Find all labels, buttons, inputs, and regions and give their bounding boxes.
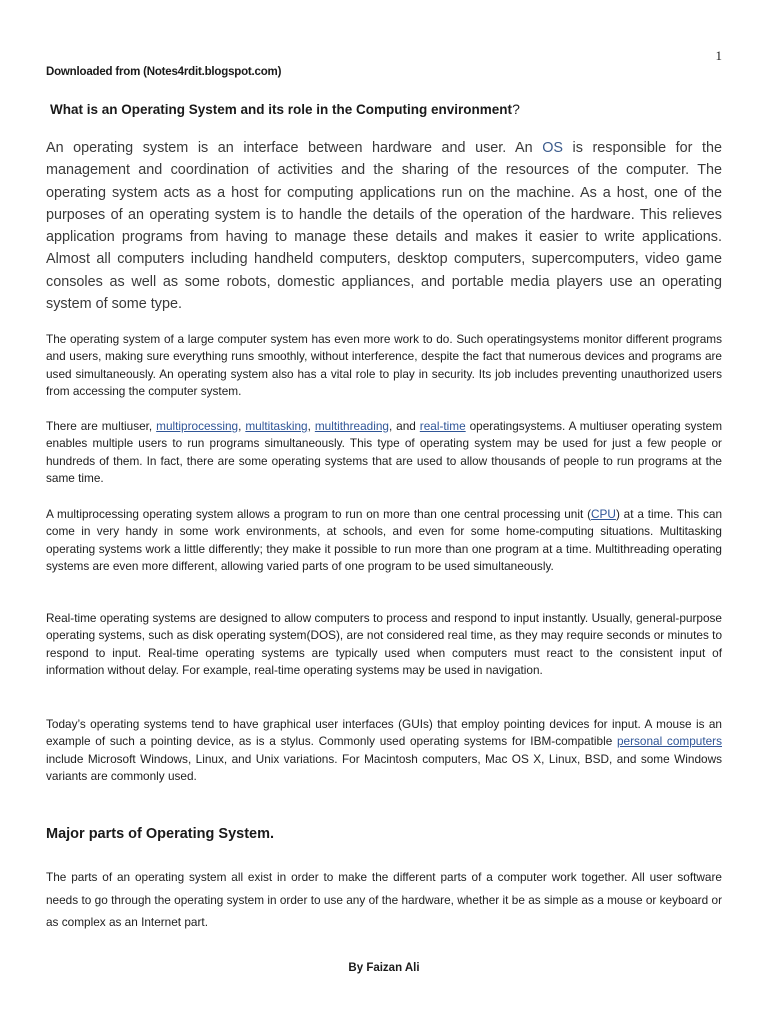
gui-text-2: include Microsoft Windows, Linux, and Unix variations. For Macintosh computers, Mac OS X, Linux, BSD, and some Windows variants are commonly used. (46, 751, 722, 784)
link-personal-computers[interactable]: personal computers (616, 734, 722, 749)
page-number: 1 (715, 48, 722, 63)
link-multitasking[interactable]: multitasking (245, 419, 308, 433)
link-multithreading[interactable]: multithreading (314, 419, 389, 433)
link-real-time[interactable]: real-time (419, 419, 466, 433)
section-heading-major-parts: Major parts of Operating System. (46, 826, 275, 842)
title-question-mark: ? (512, 101, 520, 117)
paragraph-large-systems: The operating system of a large computer system has even more work to do. Such operatingsystems monitor different programs and users, making sure everything runs smoothly, without interference, despite the fact that numerous devices and programs are used simultaneously. An operating system also has a vital role to play in security. Its job includes preventing unauthorized users from accessing the computer system. (46, 332, 722, 399)
os-types-text-3: , (307, 419, 315, 433)
os-types-text-1: There are multiuser, (46, 419, 157, 433)
paragraph-gui (46, 716, 722, 786)
intro-before-os: An operating system is an interface between hardware and user. An (46, 140, 543, 156)
os-types-text-5: operatingsystems. A multiuser operating system enables multiple users to run programs simultaneously. This type of operating system may be used for just a few people or hundreds of them. In fact, there are some operating systems that are used to allow thousands of people to run programs at the same time. (46, 419, 723, 486)
downloaded-from-source: Downloaded from (Notes4rdit.blogspot.com) (46, 66, 282, 78)
page-title (50, 101, 730, 117)
multiprocessing-text-2: ) at a time. This can come in very handy in some work environments, at schools, and even for some home-computing situations. Multitasking operating systems work a little differently; they make it possible to run more than one program at a time. Multithreading operating systems are even more different, allowing varied parts of one program to be used simultaneously. (46, 507, 723, 574)
intro-end: . (177, 296, 182, 313)
title-text: What is an Operating System and its role in the Computing environment (50, 102, 513, 117)
paragraph-multiprocessing (46, 506, 722, 576)
os-types-text-2: , (238, 419, 246, 433)
paragraph-real-time: Real-time operating systems are designed to allow computers to process and respond to input instantly. Usually, general-purpose operating systems, such as disk operating system(DOS), are not considered real time, as they may require seconds or minutes to respond to input. Real-time operating systems are typically used when computers must react to the consistent input of information without delay. For example, real-time operating systems may be used in navigation. (46, 611, 722, 678)
paragraph-os-types (46, 418, 722, 488)
intro-paragraph (46, 137, 722, 315)
multiprocessing-text-1: A multiprocessing operating system allows a program to run on more than one central processing unit ( (46, 507, 592, 521)
intro-os-term: OS (542, 140, 563, 156)
link-multiprocessing[interactable]: multiprocessing (156, 419, 239, 433)
author-footer: By Faizan Ali (348, 962, 420, 974)
os-types-text-4: , and (388, 419, 420, 433)
link-cpu[interactable]: CPU (591, 507, 616, 521)
paragraph-major-parts: The parts of an operating system all exist in order to make the different parts of a computer work together. All user software needs to go through the operating system in order to use any of the hardware, whether it be as simple as a mouse or keyboard or as complex as an Internet part. (46, 870, 722, 930)
gui-text-1: Today’s operating systems tend to have graphical user interfaces (GUIs) that employ pointing devices for input. A mouse is an example of such a pointing device, as is a stylus. Commonly used operating systems for IBM-compatible (46, 717, 722, 749)
intro-after-os: is responsible for the management and coordination of activities and the sharing of the resources of the computer. The operating system acts as a host for computing applications run on the machine. As a host, one of the purposes of an operating system is to handle the details of the operation of the hardware. This relieves application programs from having to manage these details and makes it easier to write applications. Almost all computers including handheld computers, desktop computers, supercomputers, video game consoles as well as some robots, domestic appliances, and portable media players use an operating system of some type (46, 140, 722, 313)
